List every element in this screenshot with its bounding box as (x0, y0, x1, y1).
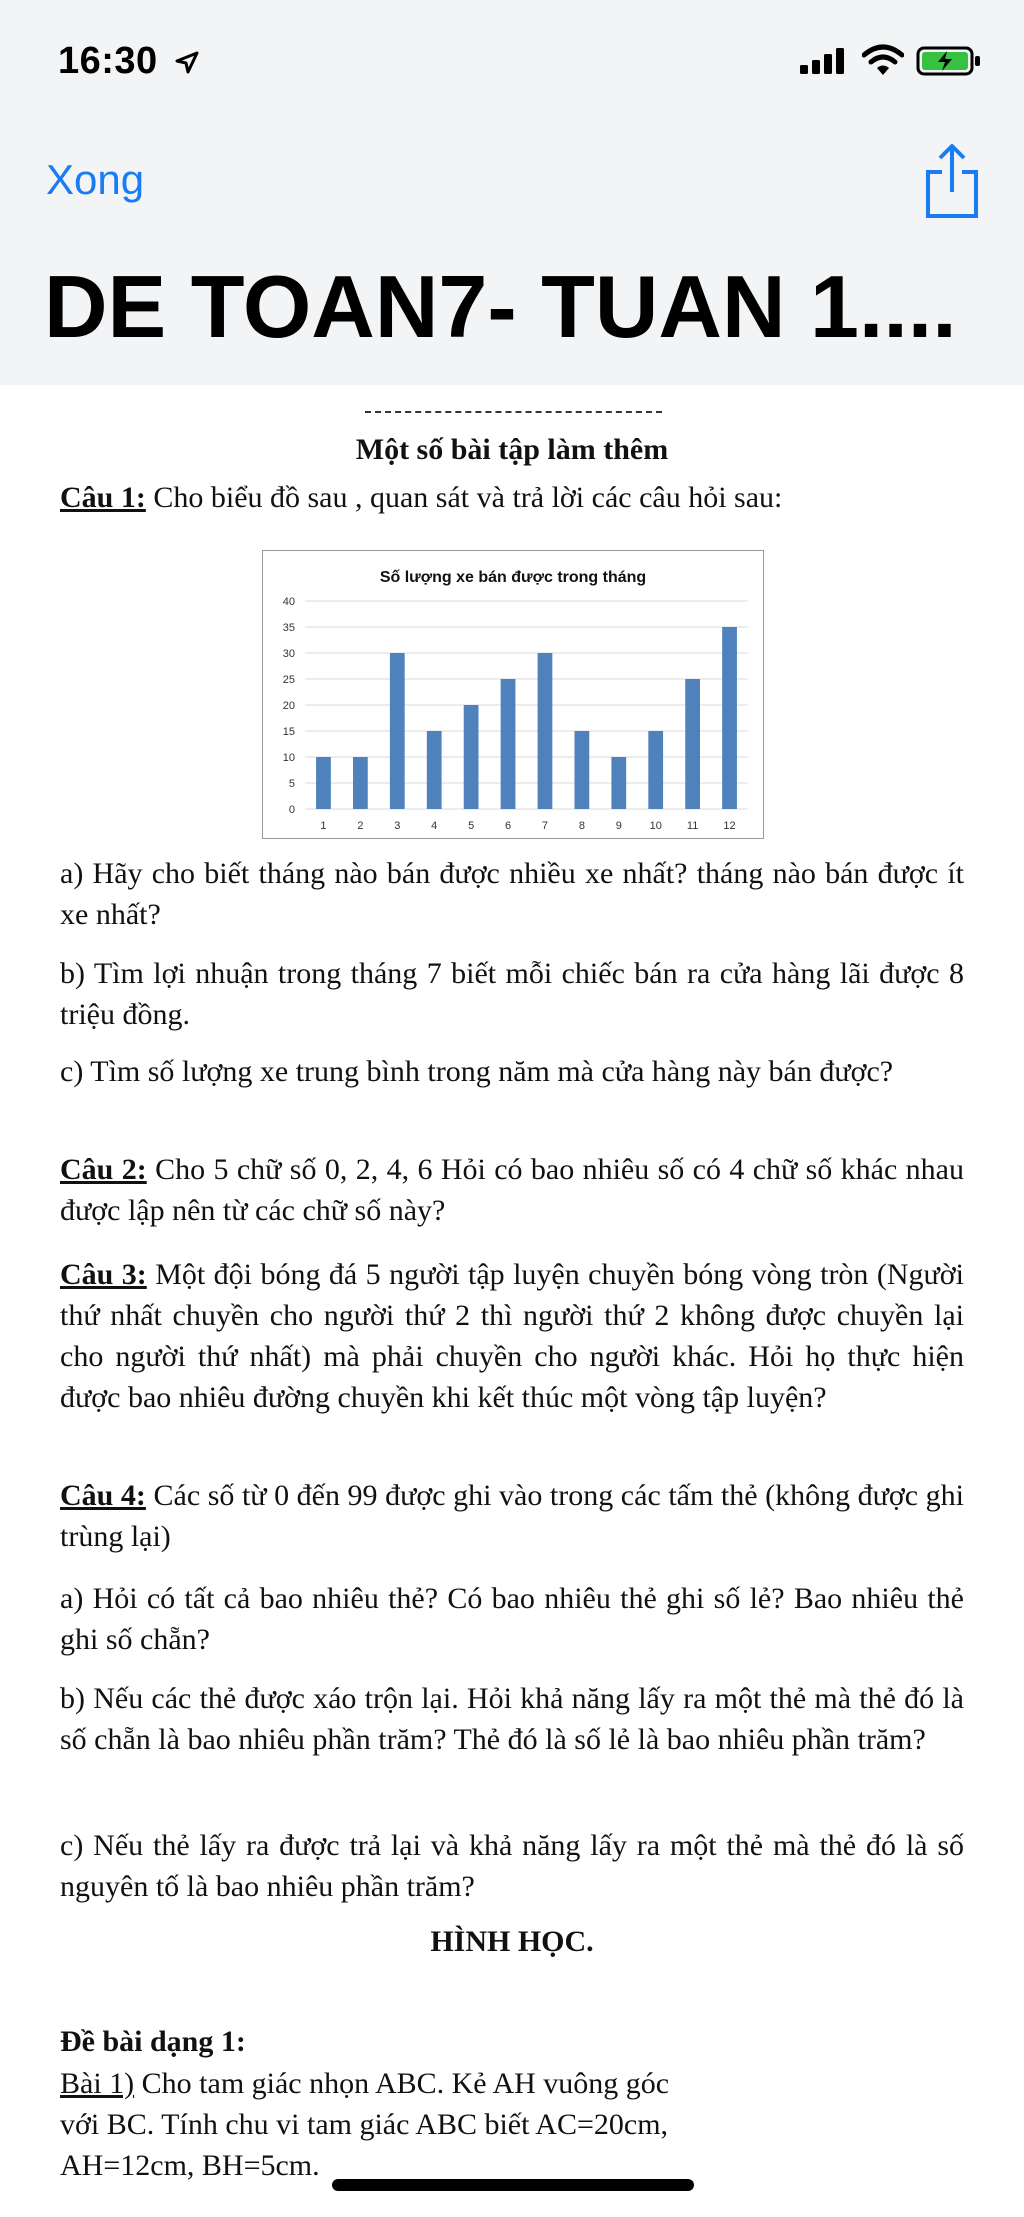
home-indicator[interactable] (332, 2179, 694, 2191)
doc-subtitle: Một số bài tập làm thêm (355, 433, 669, 466)
geometry-heading: HÌNH HỌC. (430, 1925, 594, 1958)
divider (365, 411, 662, 413)
x-tick-label: 8 (578, 820, 585, 832)
question-2 (60, 1149, 964, 1231)
question-1-label: Câu 1: (60, 481, 146, 514)
question-1 (60, 477, 964, 518)
bar (574, 731, 589, 809)
y-tick-label: 10 (282, 752, 295, 764)
x-tick-label: 2 (357, 820, 364, 832)
exercise-1-label: Bài 1) (60, 2067, 135, 2100)
question-4-text: Các số từ 0 đến 99 được ghi vào trong các tấm thẻ (không được ghi trùng lại) (60, 1479, 964, 1553)
question-3 (60, 1254, 964, 1418)
bar (353, 757, 368, 809)
battery-charging-icon (916, 46, 982, 76)
x-tick-label: 1 (320, 820, 327, 832)
question-3-label: Câu 3: (60, 1258, 147, 1291)
question-1a: a) Hãy cho biết tháng nào bán được nhiều xe nhất? tháng nào bán được ít xe nhất? (60, 857, 964, 931)
x-tick-label: 5 (468, 820, 475, 832)
question-2-label: Câu 2: (60, 1153, 147, 1186)
y-tick-label: 25 (282, 674, 295, 686)
x-tick-label: 3 (394, 820, 401, 832)
x-tick-label: 10 (649, 820, 662, 832)
y-tick-label: 5 (288, 778, 295, 790)
y-tick-label: 0 (288, 804, 295, 816)
x-tick-label: 7 (541, 820, 549, 832)
exercise-1-line-1 (60, 2063, 964, 2104)
done-button[interactable]: Xong (46, 156, 145, 203)
status-time: 16:30 (58, 40, 158, 82)
exercise-1 (60, 2063, 964, 2186)
question-4-label: Câu 4: (60, 1479, 146, 1512)
bar (685, 679, 700, 809)
location-arrow-icon (174, 50, 200, 76)
exercise-1-line-2: với BC. Tính chu vi tam giác ABC biết AC=20cm, (60, 2108, 669, 2141)
bar (501, 679, 516, 809)
question-1-text: Cho biểu đồ sau , quan sát và trả lời các câu hỏi sau: (145, 481, 783, 514)
bar (722, 627, 737, 809)
bar-chart-svg (263, 551, 763, 838)
x-tick-label: 4 (431, 820, 438, 832)
question-4 (60, 1475, 964, 1557)
exercise-1-line-3: AH=12cm, BH=5cm. (60, 2149, 320, 2182)
question-4b: b) Nếu các thẻ được xáo trộn lại. Hỏi khả năng lấy ra một thẻ mà thẻ đó là số chẵn là bao nhiêu phần trăm? Thẻ đó là số lẻ là bao nhiêu phần trăm? (60, 1682, 964, 1756)
y-tick-label: 15 (282, 726, 295, 738)
bar (390, 653, 405, 809)
x-tick-label: 11 (686, 820, 699, 832)
y-tick-label: 35 (282, 622, 295, 634)
signal-icon (800, 48, 850, 74)
nav-header (0, 0, 1024, 385)
question-2-text: Cho 5 chữ số 0, 2, 4, 6 Hỏi có bao nhiêu số có 4 chữ số khác nhau được lập nên từ các chữ số này? (60, 1153, 964, 1227)
y-tick-label: 40 (282, 596, 295, 608)
question-1c: c) Tìm số lượng xe trung bình trong năm mà cửa hàng này bán được? (60, 1055, 894, 1088)
bar (648, 731, 663, 809)
question-3-text: Một đội bóng đá 5 người tập luyện chuyền bóng vòng tròn (Người thứ nhất chuyền cho người thứ 2 thì người thứ 2 không được chuyền lại cho người thứ nhất) mà phải chuyền cho người khác. Hỏi họ thực hiện được bao nhiêu đường chuyền khi kết thúc một vòng tập luyện? (60, 1258, 964, 1414)
bar-chart (262, 550, 764, 839)
x-tick-label: 6 (504, 820, 512, 832)
bar (538, 653, 553, 809)
question-4a: a) Hỏi có tất cả bao nhiêu thẻ? Có bao nhiêu thẻ ghi số lẻ? Bao nhiêu thẻ ghi số chẵn? (60, 1582, 964, 1656)
y-tick-label: 20 (282, 700, 295, 712)
exercise-1-line-1-text: Cho tam giác nhọn ABC. Kẻ AH vuông góc (134, 2067, 670, 2100)
question-1b: b) Tìm lợi nhuận trong tháng 7 biết mỗi chiếc bán ra cửa hàng lãi được 8 triệu đồng. (60, 957, 964, 1031)
document-body (0, 385, 1024, 2217)
x-tick-label: 12 (723, 820, 736, 832)
wifi-icon (862, 44, 904, 76)
y-tick-label: 30 (282, 648, 295, 660)
bar (316, 757, 331, 809)
chart-title: Số lượng xe bán được trong tháng (379, 569, 647, 586)
page-title: DE TOAN7- TUAN 1.... (44, 257, 957, 356)
bar (427, 731, 442, 809)
bar (464, 705, 479, 809)
question-4c: c) Nếu thẻ lấy ra được trả lại và khả năng lấy ra một thẻ mà thẻ đó là số nguyên tố là bao nhiêu phần trăm? (60, 1829, 964, 1903)
form-1-heading: Đề bài dạng 1: (60, 2025, 246, 2058)
bar (611, 757, 626, 809)
x-tick-label: 9 (615, 820, 622, 832)
share-icon[interactable] (922, 142, 982, 220)
